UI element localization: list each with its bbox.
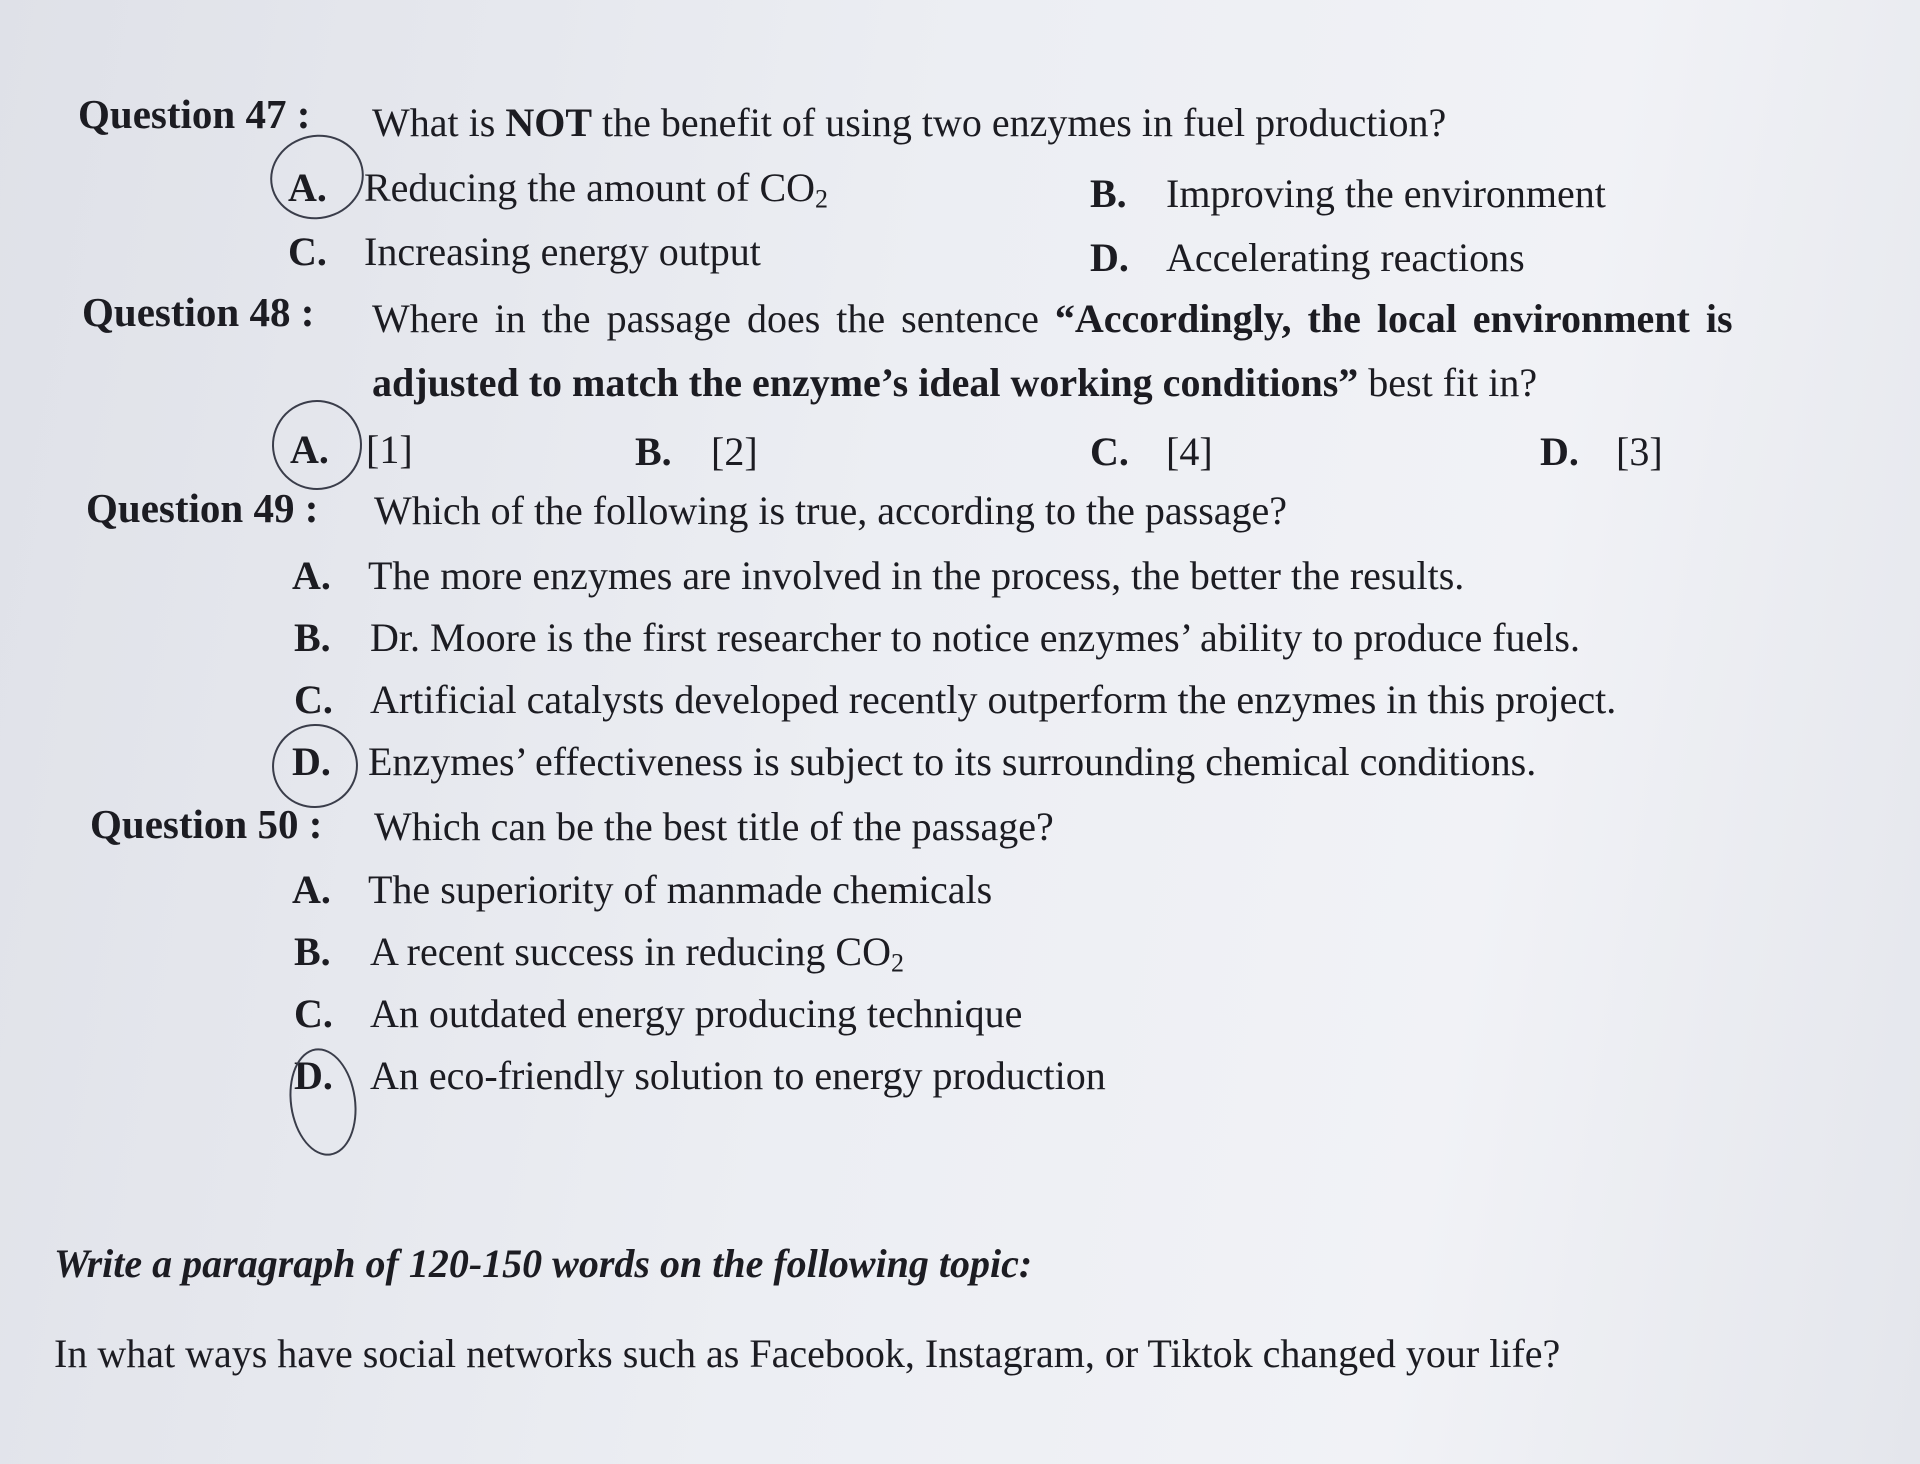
q49-option-a[interactable]: A. The more enzymes are involved in the process, the better the results.: [292, 553, 1465, 598]
q49-option-d[interactable]: D. Enzymes’ effectiveness is subject to its surrounding chemical conditions.: [292, 739, 1537, 784]
q48-option-c[interactable]: C. [4]: [1090, 429, 1213, 474]
question-50-label: Question 50 :: [90, 801, 323, 847]
question-49-stem: Which of the following is true, according to the passage?: [374, 488, 1288, 533]
q50-option-a[interactable]: A. The superiority of manmade chemicals: [292, 867, 993, 912]
q47-option-a[interactable]: A. Reducing the amount of $CO_2$: [288, 165, 829, 214]
q49-option-b[interactable]: B. Dr. Moore is the first researcher to notice enzymes’ ability to produce fuels.: [294, 615, 1580, 660]
q50-option-d[interactable]: D. An eco-friendly solution to energy production: [294, 1053, 1106, 1098]
writing-heading: Write a paragraph of 120-150 words on the following topic:: [54, 1241, 1033, 1286]
q47-option-d[interactable]: D. Accelerating reactions: [1090, 235, 1525, 280]
question-48-label: Question 48 :: [82, 289, 315, 335]
q48-option-d[interactable]: D. [3]: [1540, 429, 1663, 474]
q49-option-c[interactable]: C. Artificial catalysts developed recently outperform the enzymes in this project.: [294, 677, 1617, 722]
q48-option-a[interactable]: A. [1]: [290, 427, 413, 472]
q50-option-c[interactable]: C. An outdated energy producing technique: [294, 991, 1023, 1036]
q50-option-b[interactable]: B. A recent success in reducing $CO_2$: [294, 929, 904, 978]
q48-option-b[interactable]: B. [2]: [635, 429, 758, 474]
q48-answer-circle: [264, 392, 371, 499]
question-49-label: Question 49 :: [86, 485, 319, 531]
question-50-stem: Which can be the best title of the passage?: [374, 804, 1054, 849]
q47-option-c[interactable]: C. Increasing energy output: [288, 229, 761, 274]
question-47-stem: What is NOT the benefit of using two enzymes in fuel production?: [372, 100, 1447, 145]
writing-topic: In what ways have social networks such as Facebook, Instagram, or Tiktok changed your life?: [54, 1331, 1561, 1376]
question-48-stem-line2: adjusted to match the enzyme’s ideal working conditions” best fit in?: [372, 360, 1538, 405]
question-48-stem-line1: Where in the passage does the sentence “Accordingly, the local environment is: [372, 296, 1733, 341]
q47-option-b[interactable]: B. Improving the environment: [1090, 171, 1606, 216]
question-47-label: Question 47 :: [78, 91, 311, 137]
